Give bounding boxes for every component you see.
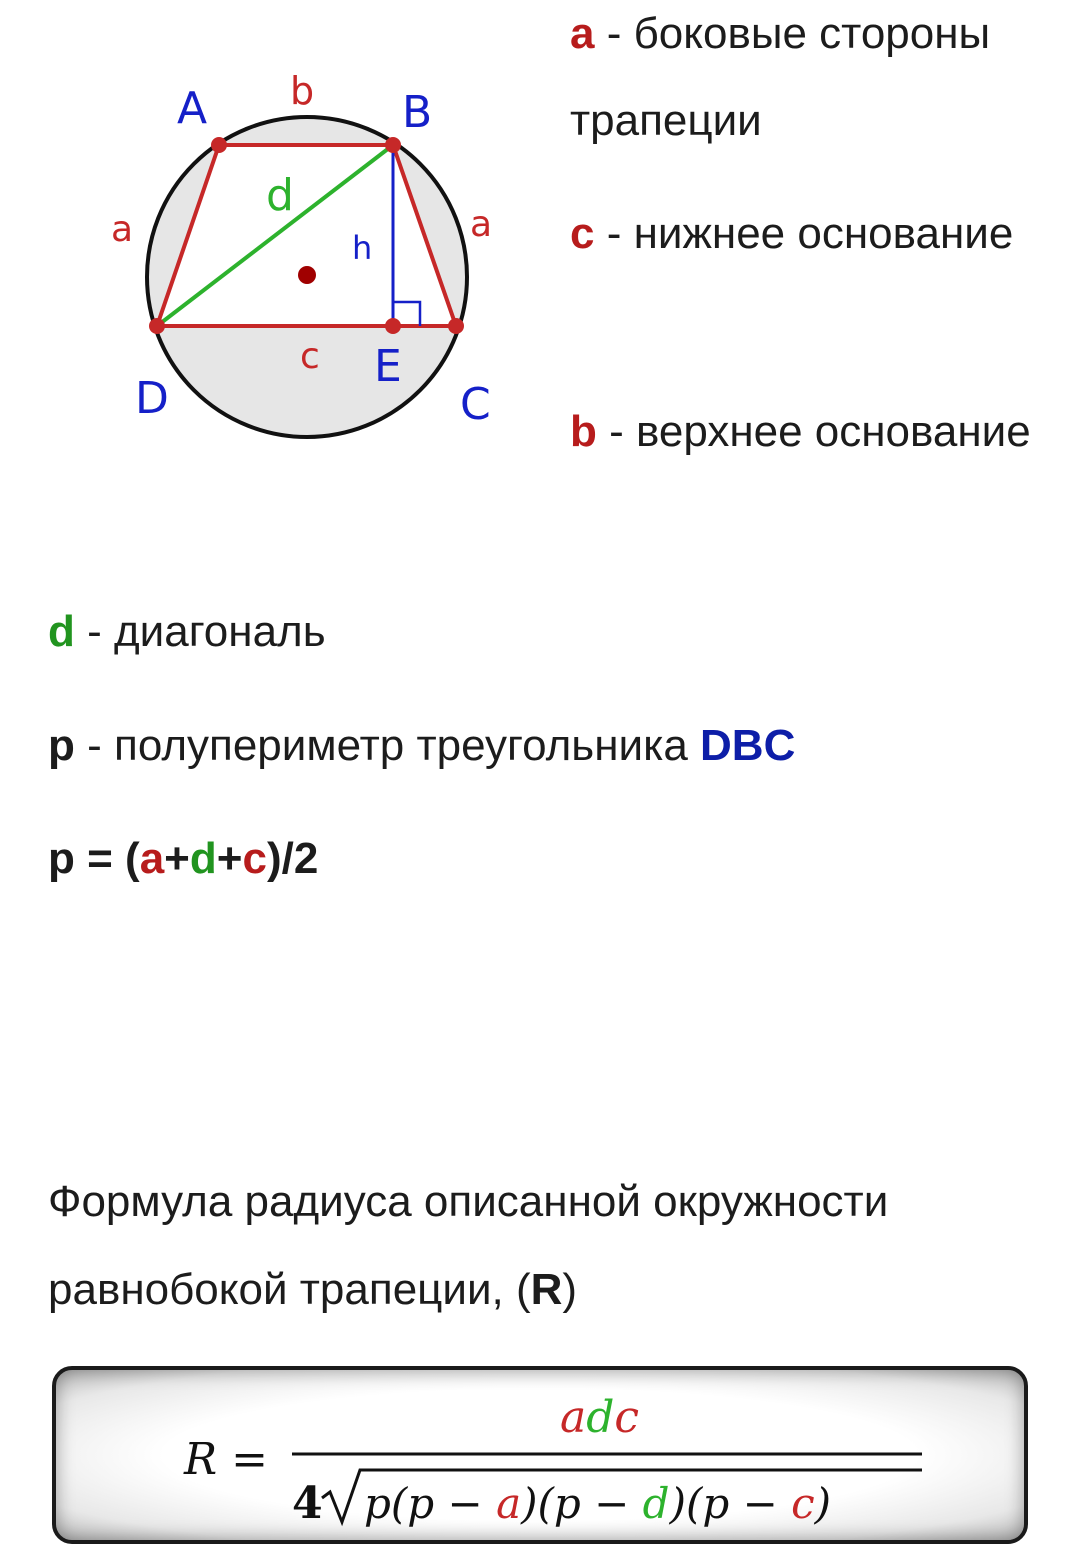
label-c-point: C [460, 379, 491, 430]
legend-item-c [570, 190, 1050, 277]
label-diagonal-d: d [266, 170, 294, 221]
vertex-d [149, 318, 165, 334]
p-formula-plus1: + [164, 834, 190, 883]
formula-svg [56, 1370, 1032, 1548]
definition-d-text: - диагональ [74, 607, 326, 656]
legend-symbol-c: c [570, 209, 595, 258]
p-formula [48, 829, 318, 889]
formula-num-c: c [614, 1392, 640, 1443]
formula-box [52, 1366, 1028, 1544]
label-a-point: A [177, 83, 208, 134]
legend-text-c: - нижнее основание [594, 209, 1014, 258]
formula-heading-symbol: R [530, 1265, 563, 1314]
formula-den-4: 4 [292, 1478, 323, 1529]
p-formula-a: a [139, 834, 165, 883]
legend-symbol-b: b [570, 407, 597, 456]
label-side-a-right: a [470, 204, 493, 245]
definition-d [48, 602, 326, 662]
formula-num-a: a [560, 1392, 587, 1443]
legend-item-a [570, 0, 1050, 164]
legend-symbol-a: a [570, 9, 595, 58]
formula-numerator [560, 1392, 639, 1443]
legend-text-a: - боковые стороны трапеции [570, 9, 991, 145]
label-b-point: B [402, 87, 433, 138]
legend-text-b: - верхнее основание [596, 407, 1031, 456]
vertex-c [448, 318, 464, 334]
definition-p-symbol: p [48, 721, 75, 770]
formula-heading-close: ) [562, 1265, 578, 1314]
circle-center [298, 266, 316, 284]
label-d-point: D [135, 373, 169, 424]
formula-lhs: R = [184, 1434, 268, 1485]
p-formula-d: d [189, 834, 217, 883]
formula-den-a: a [496, 1479, 522, 1528]
formula-den-mid2: )(p − [669, 1479, 792, 1528]
vertex-a [211, 137, 227, 153]
trapezoid-diagram [0, 0, 540, 460]
label-side-a-left: a [111, 209, 134, 250]
definition-d-symbol: d [48, 607, 75, 656]
label-e-point: E [374, 341, 402, 392]
formula-den-c: c [791, 1479, 815, 1528]
label-side-b: b [290, 69, 315, 113]
formula-den-mid1: )(p − [521, 1479, 643, 1528]
vertex-e [385, 318, 401, 334]
definition-p-text: - полупериметр треугольника [74, 721, 701, 770]
formula-denominator [364, 1479, 831, 1528]
formula-heading-text: Формула радиуса описанной окружности равнобокой трапеции, ( [48, 1177, 889, 1314]
formula-den-d: d [642, 1479, 670, 1528]
label-height-h: h [352, 229, 373, 267]
p-formula-plus2: + [216, 834, 243, 883]
p-formula-rhs: )/2 [266, 834, 319, 883]
formula-den-end: ) [814, 1479, 832, 1528]
label-side-c: c [300, 336, 320, 377]
p-formula-lhs: p = ( [48, 834, 140, 883]
definition-p [48, 716, 795, 776]
formula-heading [48, 1158, 1068, 1334]
p-formula-c: c [242, 834, 267, 883]
formula-num-d: d [586, 1392, 615, 1443]
definition-p-triangle: DBC [700, 721, 796, 770]
vertex-b [385, 137, 401, 153]
legend-item-b [570, 388, 1050, 475]
formula-den-p: p(p − [364, 1479, 497, 1528]
